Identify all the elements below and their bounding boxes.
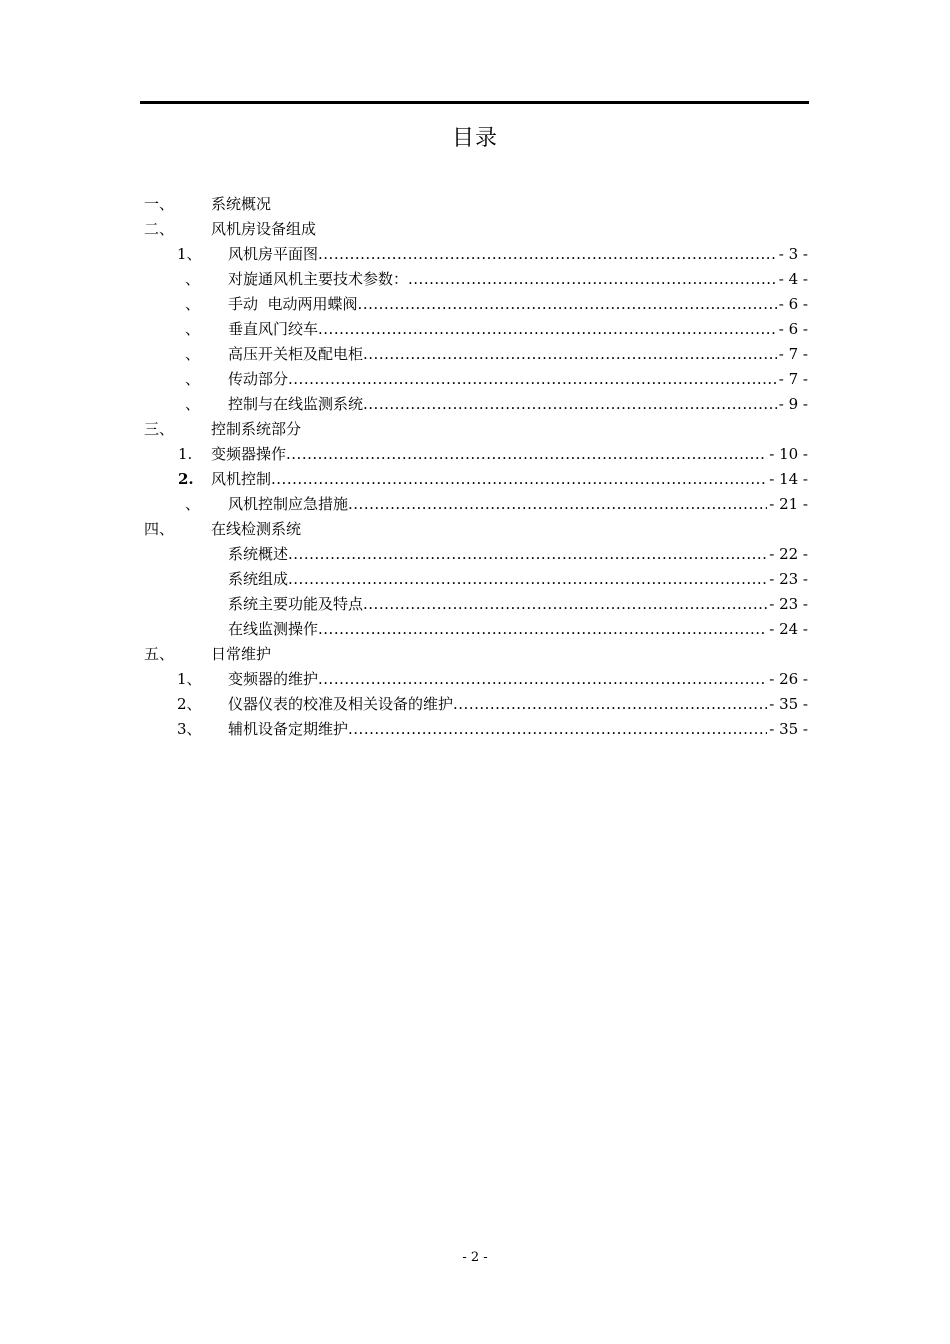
- toc-text: 风机房设备组成: [211, 220, 317, 238]
- toc-number: 三、: [144, 420, 175, 438]
- toc-text: 仪器仪表的校准及相关设备的维护: [228, 695, 454, 713]
- dot-leader: [348, 492, 767, 517]
- dot-leader: [318, 317, 777, 342]
- toc-text: 风机房平面图: [228, 245, 319, 263]
- dot-leader: [363, 342, 777, 367]
- toc-page-number: - 35 -: [769, 720, 808, 738]
- toc-entry[interactable]: [140, 417, 808, 442]
- toc-leader: [228, 242, 808, 267]
- toc-entry[interactable]: [140, 317, 808, 342]
- dot-leader: [288, 567, 767, 592]
- toc-leader: [228, 567, 808, 592]
- toc-entry[interactable]: [140, 292, 808, 317]
- toc-page-number: - 22 -: [769, 545, 808, 563]
- toc-number: 1、: [177, 245, 202, 263]
- page-title: 目录: [451, 126, 498, 151]
- toc-entry[interactable]: [140, 642, 808, 667]
- toc-leader: [228, 492, 808, 517]
- toc-number: 、: [185, 345, 201, 363]
- toc-text: 风机控制应急措施: [228, 495, 349, 513]
- dot-leader: [358, 292, 777, 317]
- dot-leader: [318, 242, 777, 267]
- toc-entry[interactable]: [140, 367, 808, 392]
- toc-entry[interactable]: [140, 217, 808, 242]
- toc-number: 3、: [177, 720, 202, 738]
- toc-leader: [228, 292, 808, 317]
- toc-page-number: - 7 -: [778, 345, 808, 363]
- toc-number: 四、: [144, 520, 175, 538]
- dot-leader: [288, 542, 767, 567]
- toc-page-number: - 23 -: [769, 570, 808, 588]
- toc-text: 系统概述: [228, 545, 289, 563]
- toc-number: 2、: [177, 695, 202, 713]
- dot-leader: [271, 467, 767, 492]
- dot-leader: [318, 667, 767, 692]
- toc-entry[interactable]: [140, 192, 808, 217]
- toc-text: 垂直风门绞车: [228, 320, 319, 338]
- toc-entry[interactable]: [140, 617, 808, 642]
- toc-page-number: - 21 -: [769, 495, 808, 513]
- toc-leader: [228, 692, 808, 717]
- toc-entry[interactable]: [140, 692, 808, 717]
- toc-page-number: - 35 -: [769, 695, 808, 713]
- toc-entry[interactable]: [140, 517, 808, 542]
- toc-page-number: - 23 -: [769, 595, 808, 613]
- toc-number: 1、: [177, 670, 202, 688]
- dot-leader: [408, 267, 777, 292]
- toc-leader: [228, 367, 808, 392]
- toc-number: 、: [185, 495, 201, 513]
- toc-page-number: - 6 -: [778, 295, 808, 313]
- toc-number: 1.: [178, 445, 193, 463]
- toc-leader: [228, 617, 808, 642]
- toc-text: 系统概况: [211, 195, 272, 213]
- toc-entry[interactable]: [140, 542, 808, 567]
- toc-number: 、: [185, 370, 201, 388]
- toc-text: 高压开关柜及配电柜: [228, 345, 364, 363]
- toc-number: 一、: [144, 195, 175, 213]
- toc-text: 在线检测系统: [211, 520, 302, 538]
- toc-leader: [228, 542, 808, 567]
- toc-text: 系统主要功能及特点: [228, 595, 364, 613]
- toc-leader: [228, 667, 808, 692]
- toc-leader: [228, 392, 808, 417]
- toc-page-number: - 24 -: [769, 620, 808, 638]
- toc-page-number: - 3 -: [778, 245, 808, 263]
- toc-text: 传动部分: [228, 370, 289, 388]
- toc-text: 变频器操作: [211, 445, 287, 463]
- dot-leader: [453, 692, 767, 717]
- toc-text: 日常维护: [211, 645, 272, 663]
- toc-page-number: - 26 -: [769, 670, 808, 688]
- toc-text: 风机控制: [211, 470, 272, 488]
- toc-text: 控制与在线监测系统: [228, 395, 364, 413]
- dot-leader: [363, 592, 767, 617]
- toc-text: 辅机设备定期维护: [228, 720, 349, 738]
- toc-leader: [228, 342, 808, 367]
- toc-page-number: - 6 -: [778, 320, 808, 338]
- toc-number: 二、: [144, 220, 175, 238]
- toc-entry[interactable]: [140, 467, 808, 492]
- toc-leader: [228, 317, 808, 342]
- toc-text: 系统组成: [228, 570, 289, 588]
- toc-entry[interactable]: [140, 717, 808, 742]
- toc-entry[interactable]: [140, 267, 808, 292]
- toc-entry[interactable]: [140, 442, 808, 467]
- toc-entry[interactable]: [140, 492, 808, 517]
- toc-leader: [211, 467, 808, 492]
- toc-entry[interactable]: [140, 567, 808, 592]
- toc-leader: [211, 442, 808, 467]
- toc-number: 五、: [144, 645, 175, 663]
- page-number-footer: - 2 -: [462, 1250, 488, 1265]
- toc-number: 、: [185, 270, 201, 288]
- toc-page-number: - 7 -: [778, 370, 808, 388]
- toc-text: 对旋通风机主要技术参数：: [228, 270, 409, 288]
- toc-number: 2.: [178, 470, 194, 488]
- dot-leader: [318, 617, 767, 642]
- toc-page-number: - 10 -: [769, 445, 808, 463]
- toc-text: 变频器的维护: [228, 670, 319, 688]
- toc-text: 在线监测操作: [228, 620, 319, 638]
- dot-leader: [348, 717, 767, 742]
- toc-entry[interactable]: [140, 342, 808, 367]
- toc-entry[interactable]: [140, 242, 808, 267]
- toc-leader: [228, 267, 808, 292]
- toc-entry[interactable]: [140, 392, 808, 417]
- toc-text: 手动 电动两用蝶阀: [228, 295, 358, 313]
- top-rule: [140, 101, 809, 104]
- toc-page-number: - 14 -: [769, 470, 808, 488]
- toc-text: 控制系统部分: [211, 420, 302, 438]
- dot-leader: [363, 392, 777, 417]
- toc-page-number: - 4 -: [778, 270, 808, 288]
- toc-page-number: - 9 -: [778, 395, 808, 413]
- toc-number: 、: [185, 395, 201, 413]
- toc-entry[interactable]: [140, 592, 808, 617]
- toc-leader: [228, 717, 808, 742]
- toc-number: 、: [185, 295, 201, 313]
- table-of-contents: [140, 192, 808, 742]
- toc-leader: [228, 592, 808, 617]
- toc-number: 、: [185, 320, 201, 338]
- dot-leader: [288, 367, 777, 392]
- dot-leader: [286, 442, 767, 467]
- toc-entry[interactable]: [140, 667, 808, 692]
